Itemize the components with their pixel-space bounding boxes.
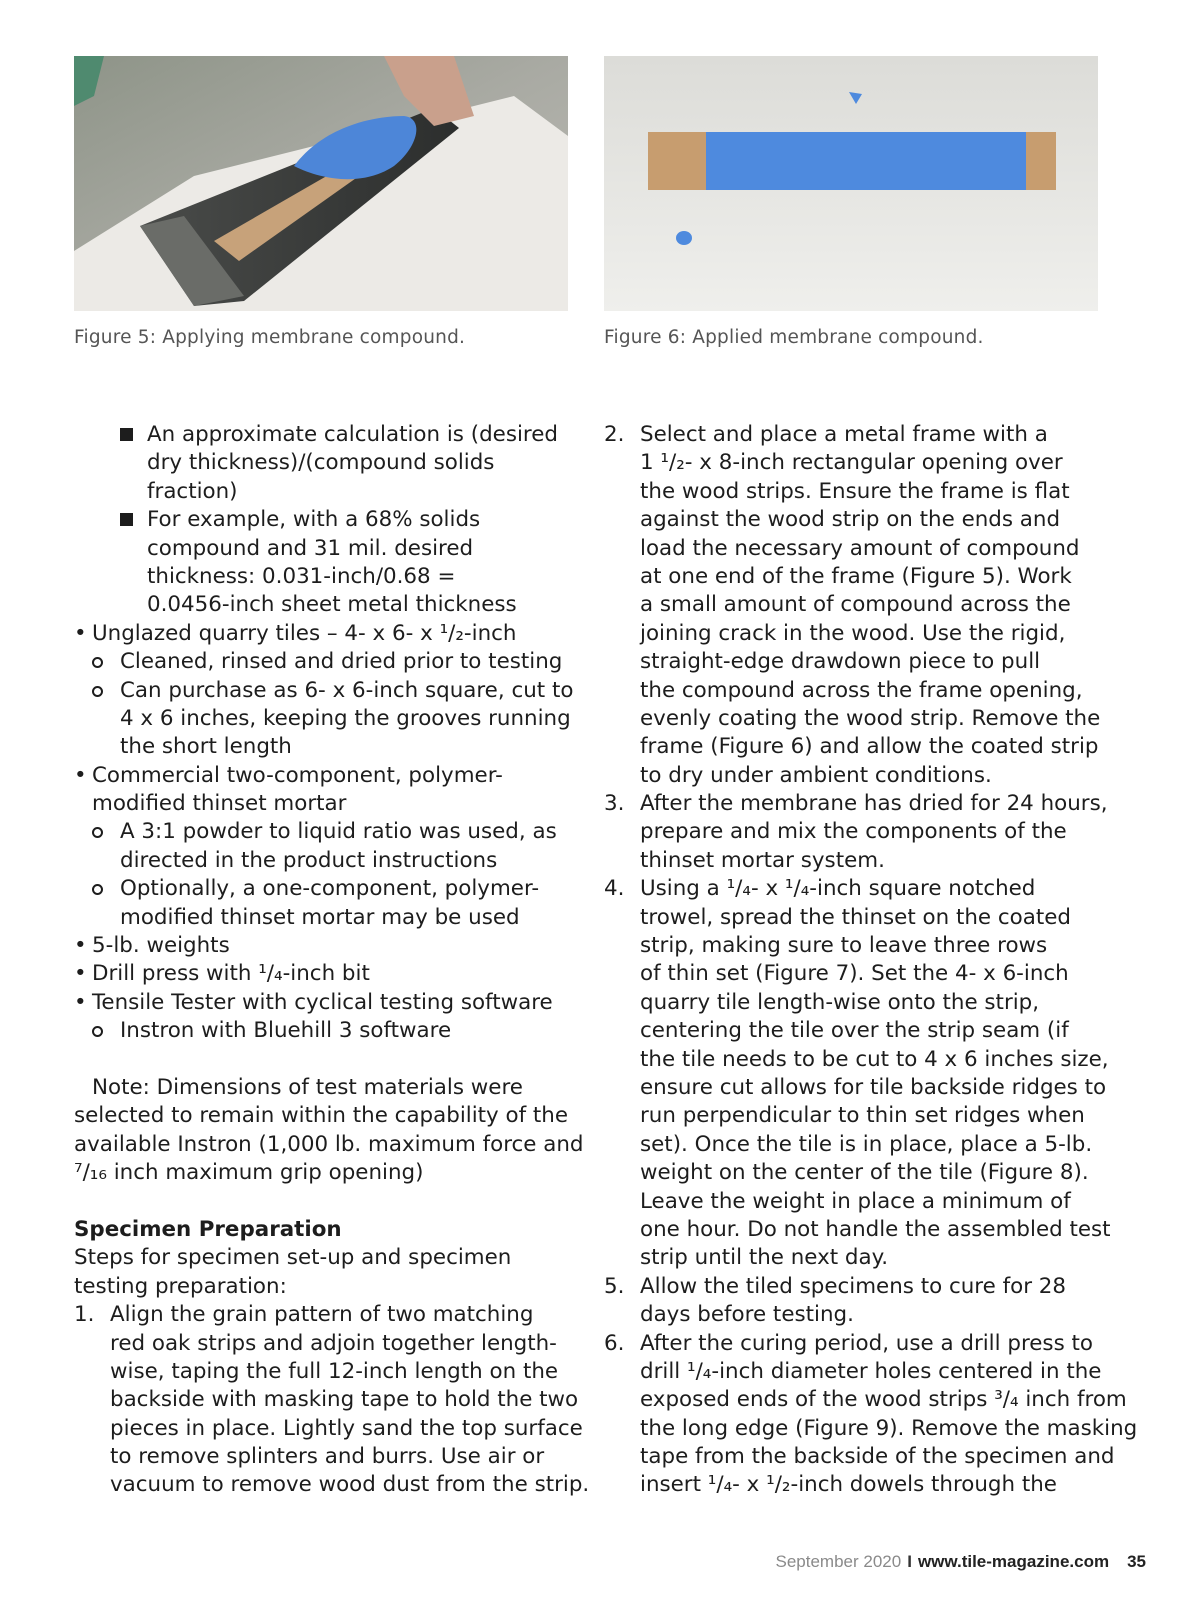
bullet-icon: •	[74, 961, 87, 987]
list-item: • 5-lb. weights	[74, 932, 574, 960]
footer-separator: I	[907, 1552, 912, 1571]
website-link[interactable]: www.tile-magazine.com	[917, 1552, 1110, 1571]
left-column: An approximate calculation is (desired dry thickness)/(compound solids fraction) For example, with a 68% solids compound and 31 mil. desired thickness: 0.031-inch/0.68 = 0.0456-inch sheet metal thickness • Unglazed quarry tiles – 4- x 6- x ¹/₂-inch Cleaned, rinsed and dried prior to testing Can purchase as 6- x 6-inch square, cut to 4 x 6 inches, keeping the grooves running the short length • Commercial two-component, polymer- modified thinset mortar A 3:1 powder to liquid ratio was used, as directed in the product instructions Optionally, a one-component, polymer- modified thinset mortar may be used • 5-lb. weights • Drill press with ¹/₄-inch bit • Tensile Tester with cyclical testing software Instron with Bluehill 3 software Note: Dimensions of test materials were selected to remain within the capability of the available Instron (1,000 lb. maximum force and ⁷/₁₆ inch maximum grip opening) Specimen Preparation Steps for specimen set-up and specimen testing preparation: 1. Align the grain pattern of two matching red oak strips and adjoin together length- wise, taping the full 12-inch length on the backside with masking tape to hold the two pieces in place. Lightly sand the top surface to remove splinters and burrs. Use air or vacuum to remove wood dust from the strip.	[74, 422, 590, 1498]
list-item: An approximate calculation is (desired	[74, 421, 574, 449]
list-item: 3. After the membrane has dried for 24 hours,	[604, 791, 1108, 817]
list-item: 6. After the curing period, use a drill press to	[604, 1330, 1093, 1356]
list-item: For example, with a 68% solids	[74, 506, 574, 534]
figure-5-caption: Figure 5: Applying membrane compound.	[74, 327, 466, 348]
list-item: Optionally, a one-component, polymer-	[74, 875, 574, 903]
list-item: Instron with Bluehill 3 software	[74, 1017, 574, 1045]
list-item: • Tensile Tester with cyclical testing software	[74, 989, 574, 1017]
bullet-icon: •	[74, 989, 87, 1015]
bullet-icon: •	[74, 933, 87, 959]
figure-5-photo	[74, 56, 568, 311]
issue-date: September 2020	[775, 1552, 902, 1571]
list-item: 5. Allow the tiled specimens to cure for 28	[604, 1273, 1067, 1299]
list-item: • Unglazed quarry tiles – 4- x 6- x ¹/₂-inch	[74, 620, 574, 648]
circle-bullet-icon	[92, 827, 103, 838]
bullet-icon: •	[74, 620, 87, 646]
note-paragraph: Note: Dimensions of test materials were	[92, 1074, 523, 1100]
list-item: Can purchase as 6- x 6-inch square, cut to	[74, 677, 574, 705]
circle-bullet-icon	[92, 1026, 103, 1037]
list-item: A 3:1 powder to liquid ratio was used, as	[74, 818, 574, 846]
list-item: 2. Select and place a metal frame with a	[604, 422, 1048, 447]
right-column: 2. Select and place a metal frame with a 1 ¹/₂- x 8-inch rectangular opening over the wood strips. Ensure the frame is flat against the wood strip on the ends and load the necessary amount of compound at one end of the frame (Figure 5). Work a small amount of compound across the joining crack in the wood. Use the rigid, straight-edge drawdown piece to pull the compound across the frame opening, evenly coating the wood strip. Remove the frame (Figure 6) and allow the coated strip to dry under ambient conditions. 3. After the membrane has dried for 24 hours, prepare and mix the components of the thinset mortar system. 4. Using a ¹/₄- x ¹/₄-inch square notched trowel, spread the thinset on the coated strip, making sure to leave three rows of thin set (Figure 7). Set the 4- x 6-inch quarry tile length-wise onto the strip, centering the tile over the strip seam (if the tile needs to be cut to 4 x 6 inches size, ensure cut allows for tile backside ridges to run perpendicular to thin set ridges when set). Once the tile is in place, place a 5-lb. weight on the center of the tile (Figure 8). Leave the weight in place a minimum of one hour. Do not handle the assembled test strip until the next day. 5. Allow the tiled specimens to cure for 28 days before testing. 6. After the curing period, use a drill press to drill ¹/₄-inch diameter holes centered in the exposed ends of the wood strips ³/₄ inch from the long edge (Figure 9). Remove the masking tape from the backside of the specimen and insert ¹/₄- x ¹/₂-inch dowels through the	[604, 422, 1138, 1498]
list-item: Cleaned, rinsed and dried prior to testing	[74, 648, 574, 676]
figure-6-photo	[604, 56, 1098, 311]
figure-6-caption: Figure 6: Applied membrane compound.	[604, 327, 984, 348]
circle-bullet-icon	[92, 657, 103, 668]
intro-paragraph: Steps for specimen set-up and specimen	[74, 1245, 512, 1271]
list-item: • Commercial two-component, polymer-	[74, 762, 574, 790]
circle-bullet-icon	[92, 686, 103, 697]
bullet-icon: •	[74, 762, 87, 788]
section-heading: Specimen Preparation	[74, 1216, 342, 1242]
page-number: 35	[1127, 1552, 1146, 1571]
square-bullet-icon	[120, 428, 133, 441]
list-item: 1. Align the grain pattern of two matching	[74, 1302, 534, 1328]
list-item: • Drill press with ¹/₄-inch bit	[74, 960, 574, 988]
list-item: 4. Using a ¹/₄- x ¹/₄-inch square notched	[604, 876, 1036, 902]
circle-bullet-icon	[92, 884, 103, 895]
square-bullet-icon	[120, 513, 133, 526]
page-footer	[776, 1552, 1147, 1572]
